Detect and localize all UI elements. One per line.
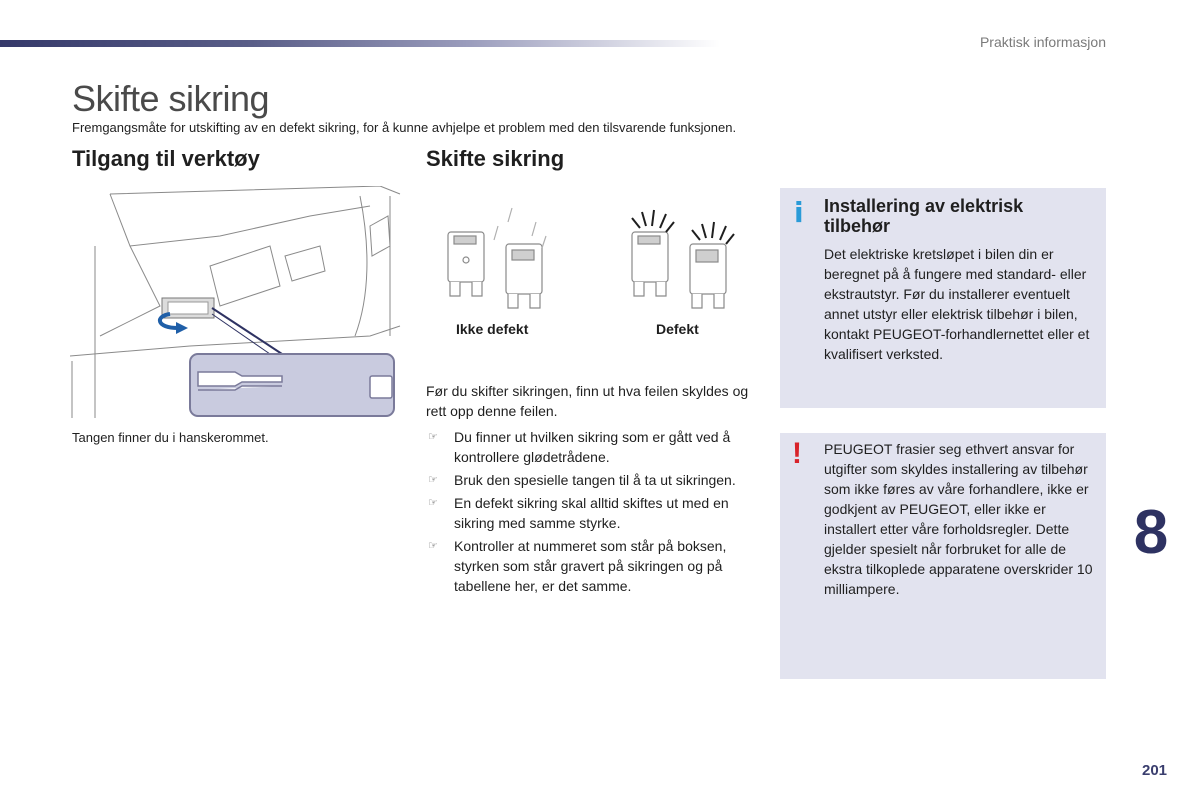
before-change-paragraph: Før du skifter sikringen, finn ut hva feilen skyldes og rett opp denne feilen.: [426, 383, 749, 419]
info-box: [780, 188, 1106, 408]
header-gradient-bar: [0, 40, 720, 47]
warning-icon: !: [792, 437, 802, 470]
list-item-text: Kontroller at nummeret som står på boksen, styrken som står gravert på sikringen og på tabellene her, er det samme.: [454, 538, 727, 594]
fuse-label-defective: Defekt: [656, 321, 699, 337]
instruction-list: [426, 427, 766, 599]
list-item: [426, 536, 766, 596]
hand-pointer-icon: ☞: [428, 431, 438, 443]
list-item-text: Du finner ut hvilken sikring som er gått ved å kontrollere glødetrådene.: [454, 429, 731, 465]
info-box-body: Det elektriske kretsløpet i bilen din er beregnet på å fungere med standard- eller ekstrautstyr. Før du installerer eventuelt annet utstyr eller elektrisk tilbehør i bilen, kontakt PEUGEOT-forhandlernettet eller et kvalifisert verksted.: [824, 246, 1090, 362]
page-number: 201: [1142, 762, 1168, 779]
list-item-text: En defekt sikring skal alltid skiftes ut med en sikring med samme styrke.: [454, 495, 729, 531]
hand-pointer-icon: ☞: [428, 497, 438, 509]
fuse-comparison-illustration: [436, 200, 746, 318]
list-item: [426, 470, 766, 490]
section-name: Praktisk informasjon: [979, 34, 1106, 50]
warning-box-body: PEUGEOT frasier seg ethvert ansvar for utgifter som skyldes installering av tilbehør som ikke føres av våre forhandlere, ikke er godkjent av PEUGEOT, eller ikke er installert etter våre forholdsregler. Dette gjelder spesielt når forbruket for alle de ekstra tilkoplede apparatene overskrider 10 milliampere.: [824, 441, 1093, 597]
glovebox-illustration: [70, 186, 402, 418]
info-icon: i: [794, 196, 804, 229]
heading-change-fuse: Skifte sikring: [426, 146, 565, 171]
list-item: [426, 427, 766, 467]
intro-text: Fremgangsmåte for utskifting av en defekt sikring, for å kunne avhjelpe et problem med den tilsvarende funksjonen.: [72, 120, 737, 135]
heading-tool-access: Tilgang til verktøy: [72, 146, 260, 171]
caption-tool-location: Tangen finner du i hanskerommet.: [72, 430, 269, 445]
hand-pointer-icon: ☞: [428, 474, 438, 486]
chapter-number: 8: [1133, 498, 1169, 567]
page-title: Skifte sikring: [72, 78, 270, 119]
warning-box: [780, 433, 1106, 679]
fuse-label-ok: Ikke defekt: [456, 321, 529, 337]
info-box-title: Installering av elektrisk tilbehør: [824, 196, 1024, 236]
list-item: [426, 493, 766, 533]
list-item-text: Bruk den spesielle tangen til å ta ut sikringen.: [454, 472, 736, 488]
hand-pointer-icon: ☞: [428, 540, 438, 552]
